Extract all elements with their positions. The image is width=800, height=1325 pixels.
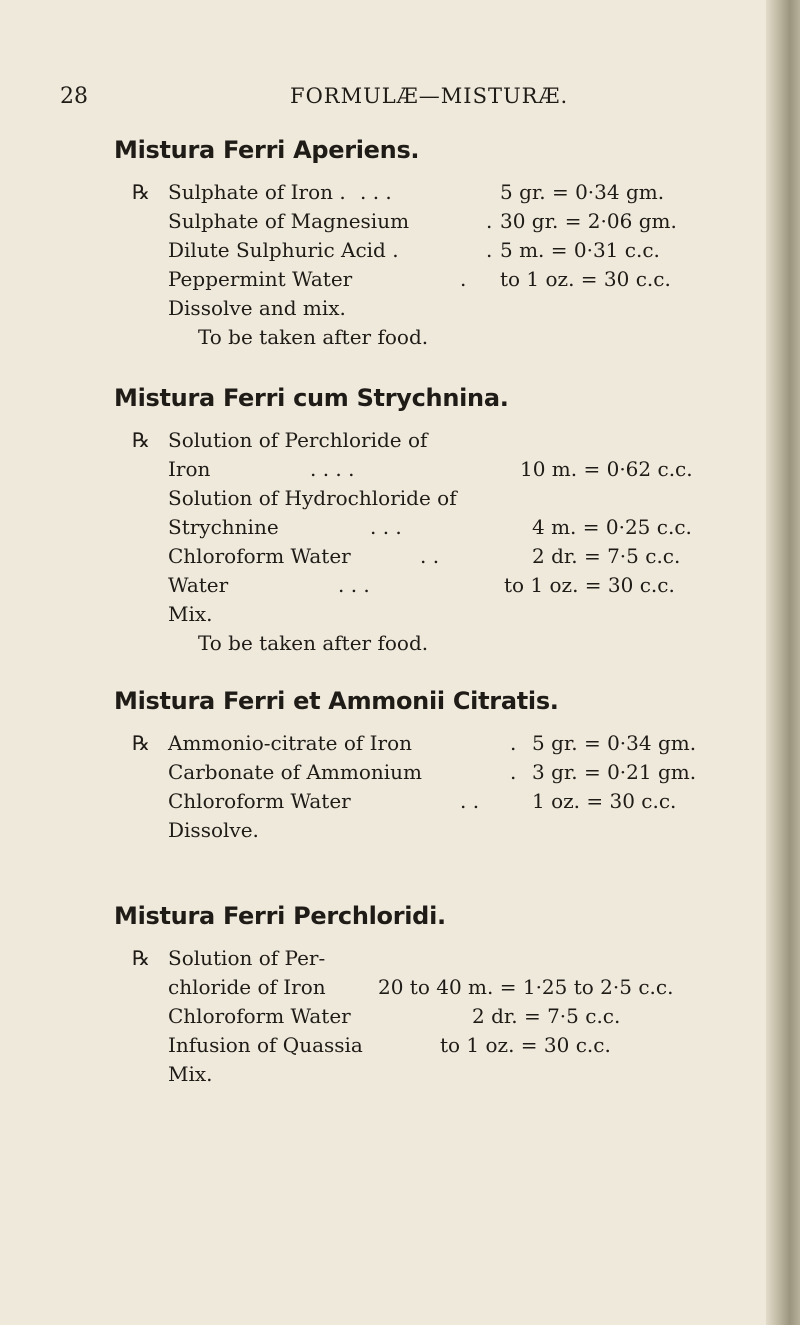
ingredient-line <box>120 207 740 236</box>
ingredient-line <box>120 600 740 629</box>
ingredient-amount: 30 gr. = 2·06 gm. <box>500 209 677 233</box>
direction-text: Dissolve and mix. <box>168 296 346 320</box>
ingredient-amount: to 1 oz. = 30 c.c. <box>440 1033 611 1057</box>
ingredient-amount: 20 to 40 m. = 1·25 to 2·5 c.c. <box>378 975 674 999</box>
ingredient-name: Iron <box>168 457 211 481</box>
formula-mistura-ferri-aperiens <box>114 134 740 352</box>
ingredient-line <box>120 1060 740 1089</box>
formula-mistura-ferri-et-ammonii-citratis <box>114 685 740 845</box>
ingredient-line <box>120 944 740 973</box>
ingredient-name: Ammonio-citrate of Iron <box>168 731 413 755</box>
ingredient-name: Sulphate of Iron . <box>168 180 346 204</box>
ingredient-line <box>120 178 740 207</box>
ingredient-line <box>120 484 740 513</box>
leader-dots: . <box>486 209 493 233</box>
direction-text: Dissolve. <box>168 818 259 842</box>
leader-dots: . . <box>460 789 480 813</box>
leader-dots: . <box>510 731 517 755</box>
formula-mistura-ferri-perchloridi <box>114 900 740 1089</box>
ingredient-name: Sulphate of Magnesium <box>168 209 410 233</box>
dosage-instruction: To be taken after food. <box>198 631 429 655</box>
ingredient-name: Dilute Sulphuric Acid . <box>168 238 399 262</box>
ingredient-name: Solution of Perchloride of <box>168 428 428 452</box>
ingredient-line <box>120 265 740 294</box>
direction-text: Mix. <box>168 1062 213 1086</box>
formula-title: Mistura Ferri et Ammonii Citratis. <box>114 687 559 715</box>
leader-dots: . . <box>420 544 440 568</box>
page-edge-shadow <box>766 0 800 1325</box>
ingredient-line <box>120 426 740 455</box>
ingredient-line <box>120 787 740 816</box>
recipe-symbol: ℞ <box>132 428 150 452</box>
ingredient-amount: 5 m. = 0·31 c.c. <box>500 238 660 262</box>
ingredient-line <box>120 1031 740 1060</box>
running-head: FORMULÆ—MISTURÆ. <box>290 84 569 108</box>
ingredient-name: Chloroform Water <box>168 544 351 568</box>
leader-dots: . <box>486 238 493 262</box>
ingredient-amount: 2 dr. = 7·5 c.c. <box>532 544 681 568</box>
ingredient-name: Chloroform Water <box>168 789 351 813</box>
ingredient-name: Carbonate of Ammonium <box>168 760 423 784</box>
direction-text: Mix. <box>168 602 213 626</box>
ingredient-name: Solution of Hydrochloride of <box>168 486 457 510</box>
dosage-instruction: To be taken after food. <box>198 325 429 349</box>
ingredient-name: Peppermint Water <box>168 267 353 291</box>
recipe-symbol: ℞ <box>132 731 150 755</box>
ingredient-line <box>120 729 740 758</box>
ingredient-line <box>120 455 740 484</box>
ingredient-line <box>120 1002 740 1031</box>
ingredient-line <box>120 758 740 787</box>
ingredient-amount: 2 dr. = 7·5 c.c. <box>472 1004 621 1028</box>
ingredient-line <box>120 542 740 571</box>
ingredient-name: Solution of Per- <box>168 946 326 970</box>
leader-dots: . . . . <box>310 457 355 481</box>
ingredient-amount: to 1 oz. = 30 c.c. <box>504 573 675 597</box>
leader-dots: . <box>510 760 517 784</box>
ingredient-amount: 5 gr. = 0·34 gm. <box>500 180 665 204</box>
ingredient-amount: 5 gr. = 0·34 gm. <box>532 731 697 755</box>
ingredient-amount: 4 m. = 0·25 c.c. <box>532 515 692 539</box>
ingredient-name: Chloroform Water <box>168 1004 351 1028</box>
leader-dots: . . . <box>360 180 392 204</box>
ingredient-name: Strychnine <box>168 515 279 539</box>
page-header <box>60 84 720 116</box>
recipe-symbol: ℞ <box>132 946 150 970</box>
leader-dots: . . . <box>370 515 402 539</box>
formula-title: Mistura Ferri Aperiens. <box>114 136 420 164</box>
ingredient-name: Water <box>168 573 229 597</box>
ingredient-amount: to 1 oz. = 30 c.c. <box>500 267 671 291</box>
ingredient-name: Infusion of Quassia <box>168 1033 363 1057</box>
ingredient-amount: 3 gr. = 0·21 gm. <box>532 760 697 784</box>
formula-mistura-ferri-cum-strychnina <box>114 382 740 658</box>
ingredient-line <box>120 513 740 542</box>
ingredient-line <box>120 294 740 323</box>
ingredient-line <box>120 236 740 265</box>
formula-title: Mistura Ferri Perchloridi. <box>114 902 446 930</box>
ingredient-amount: 1 oz. = 30 c.c. <box>532 789 677 813</box>
ingredient-line <box>120 571 740 600</box>
ingredient-line <box>120 973 740 1002</box>
recipe-symbol: ℞ <box>132 180 150 204</box>
ingredient-name: chloride of Iron <box>168 975 326 999</box>
page-number: 28 <box>60 84 88 109</box>
ingredient-amount: 10 m. = 0·62 c.c. <box>520 457 693 481</box>
leader-dots: . . . <box>338 573 370 597</box>
formula-title: Mistura Ferri cum Strychnina. <box>114 384 509 412</box>
ingredient-line <box>120 816 740 845</box>
leader-dots: . <box>460 267 467 291</box>
